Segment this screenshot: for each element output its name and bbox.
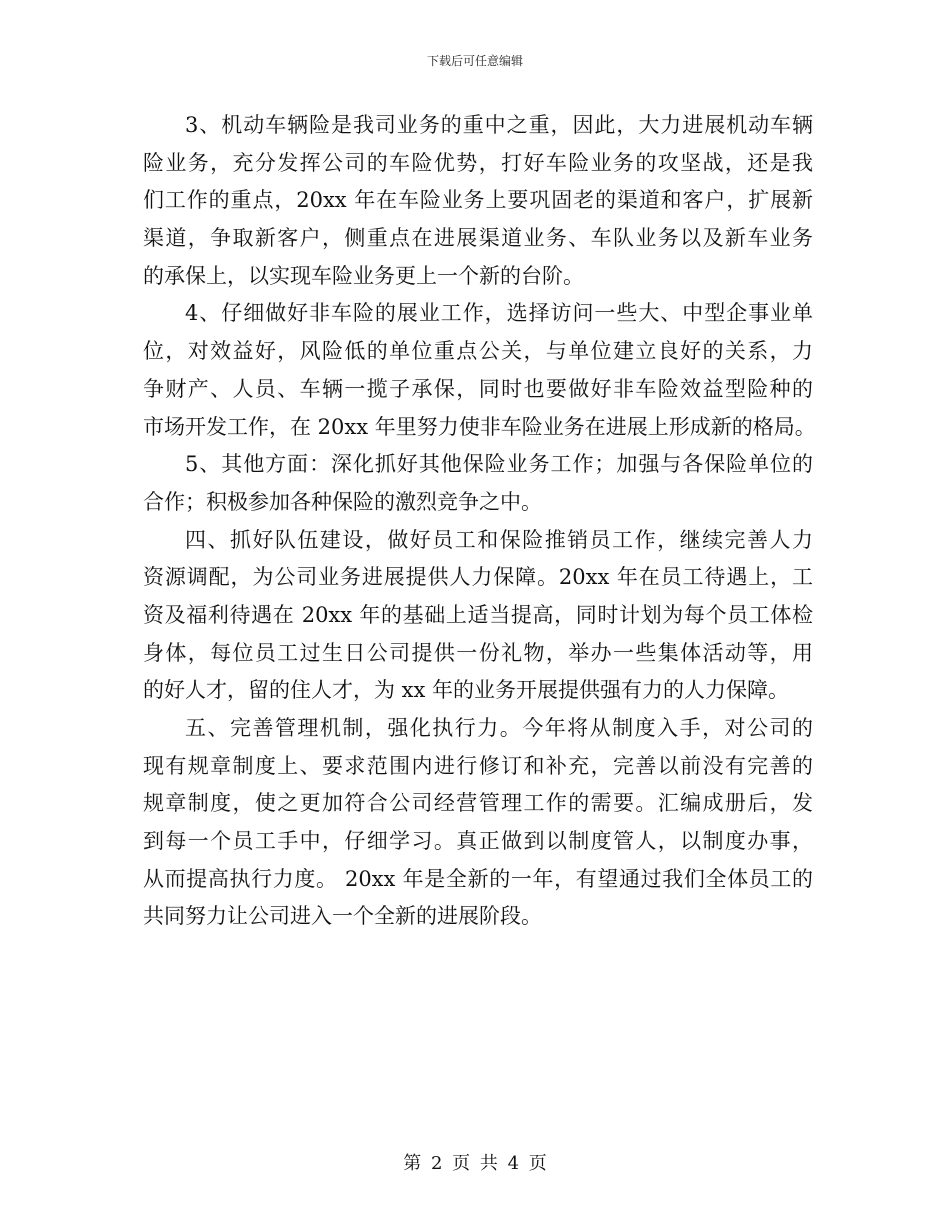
page-header: 下载后可任意编辑 bbox=[426, 54, 523, 68]
paragraph-non-motor-insurance bbox=[143, 295, 816, 446]
text-line: 3、机动车辆险是我司业务的重中之重，因此，大力进展机动车辆 bbox=[185, 113, 813, 137]
text-line: 4、仔细做好非车险的展业工作，选择访问一些大、中型企事业单 bbox=[185, 301, 813, 326]
text-line: 们工作的重点，20xx 年在车险业务上要巩固老的渠道和客户，扩展新 bbox=[143, 188, 813, 213]
text-line: 身体，每位员工过生日公司提供一份礼物，举办一些集体活动等，用 bbox=[143, 640, 813, 665]
text-line: 位，对效益好，风险低的单位重点公关，与单位建立良好的关系，力 bbox=[143, 339, 813, 364]
paragraph-management-mechanism bbox=[143, 710, 813, 936]
text-line: 合作；积极参加各种保险的激烈竞争之中。 bbox=[143, 489, 542, 514]
text-line: 现有规章制度上、要求范围内进行修订和补充，完善以前没有完善的 bbox=[143, 753, 813, 778]
text-line: 资源调配，为公司业务进展提供人力保障。20xx 年在员工待遇上，工 bbox=[143, 565, 813, 590]
text-line: 市场开发工作，在 20xx 年里努力使非车险业务在进展上形成新的格局。 bbox=[143, 414, 816, 439]
paragraph-other-aspects bbox=[143, 446, 813, 521]
text-line: 规章制度，使之更加符合公司经营管理工作的需要。汇编成册后，发 bbox=[143, 791, 813, 816]
text-line: 五、完善管理机制，强化执行力。今年将从制度入手，对公司的 bbox=[185, 716, 813, 740]
text-line: 四、抓好队伍建设，做好员工和保险推销员工作，继续完善人力 bbox=[185, 527, 813, 552]
text-line: 到每一个员工手中，仔细学习。真正做到以制度管人，以制度办事， bbox=[143, 829, 813, 854]
paragraph-motor-insurance bbox=[143, 107, 813, 295]
text-line: 从而提高执行力度。 20xx 年是全新的一年，有望通过我们全体员工的 bbox=[143, 866, 813, 891]
paragraph-team-building bbox=[143, 522, 813, 710]
text-line: 的好人才，留的住人才，为 xx 年的业务开展提供强有力的人力保障。 bbox=[143, 678, 790, 703]
page-footer: 第 2 页 共 4 页 bbox=[403, 1153, 547, 1174]
text-line: 争财产、人员、车辆一揽子承保，同时也要做好非车险效益型险种的 bbox=[143, 376, 813, 401]
document-body bbox=[143, 107, 816, 936]
text-line: 渠道，争取新客户，侧重点在进展渠道业务、车队业务以及新车业务 bbox=[143, 226, 813, 251]
text-line: 险业务，充分发挥公司的车险优势，打好车险业务的攻坚战，还是我 bbox=[143, 150, 813, 175]
text-line: 资及福利待遇在 20xx 年的基础上适当提高，同时计划为每个员工体检 bbox=[143, 602, 813, 627]
text-line: 的承保上，以实现车险业务更上一个新的台阶。 bbox=[143, 263, 584, 288]
text-line: 共同努力让公司进入一个全新的进展阶段。 bbox=[143, 904, 542, 929]
text-line: 5、其他方面：深化抓好其他保险业务工作；加强与各保险单位的 bbox=[185, 452, 813, 477]
